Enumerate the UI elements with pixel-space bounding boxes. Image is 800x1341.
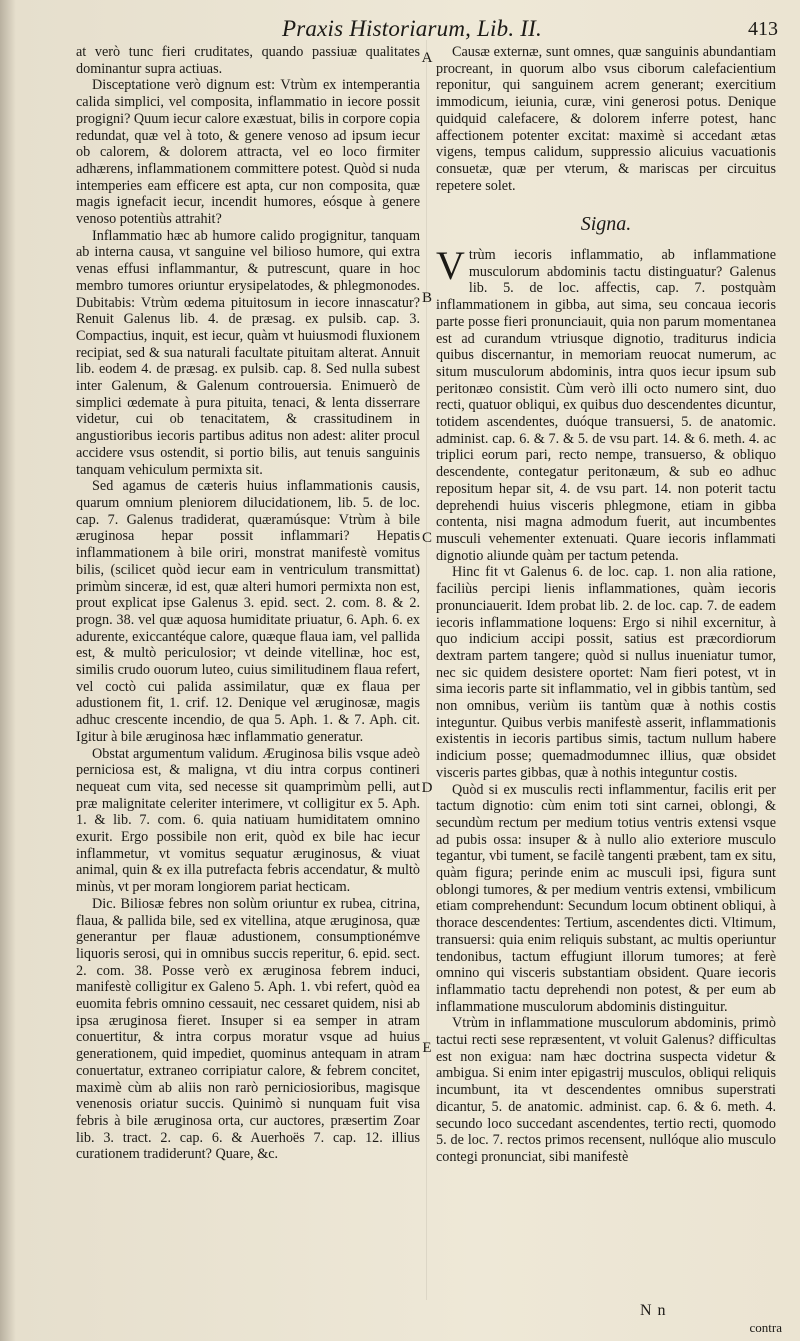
paragraph: at verò tunc fieri cruditates, quando passiuæ qualitates dominantur supra actiuas. <box>76 44 420 77</box>
page-header <box>0 16 800 46</box>
left-column <box>76 44 420 1163</box>
paragraph: Inflammatio hæc ab humore calido progignitur, tanquam ab interna causa, vt sanguine vel bilioso humore, qui extra venas effusi inflammantur, & putrescunt, quare in hoc membro tumores oriuntur erysipelatodes, & phlegmonodes. Dubitabis: Vtrùm œdema pituitosum in iecore innascatur? Renuit Galenus lib. 4. de præsag. ex pulsib. cap. 3. Compactius, inquit, est iecur, quàm vt huiusmodi fluxionem recipiat, sed & sua naturali facultate pituitam alterat. Annuit lib. eodem 4. de præsag. ex pulsib. cap. 8. Sed nulla subest inter Galenum, & Galenum controuersia. Enimuerò de simplici œdemate à pura pituita, tenaci, & lenta disserrare videtur, cui ob tenacitatem, & crassitudinem in angustioribus iecoris partibus aditus non adest: aliter procul accidere vsus ostendit, si portio bilis, aut tenuis sanguinis tanquam vehiculum permixta sit. <box>76 227 420 478</box>
drop-cap: V <box>436 243 465 289</box>
paragraph: Causæ externæ, sunt omnes, quæ sanguinis abundantiam procreant, in quorum albo vsus ciborum calefacientium reponitur, qui sanguinem acrem generant; exercitium immodicum, ieiunia, curæ, vini generosi potus. Denique quidquid calefacere, & dolorem inferre potest, hanc affectionem potenter excitat: maximè si accedant ætas vigens, tempus calidum, suppressio alicuius vacuationis consuetæ, quæ per vterum, & mariscas per circuitus repetere solet. <box>436 44 776 194</box>
paragraph: Dic. Biliosæ febres non solùm oriuntur ex rubea, citrina, flaua, & pallida bile, sed ex vitellina, atque æruginosa, quæ generantur per flauæ adustionem, consumptionémve liquoris serosi, qui in omnibus succis reperitur, 6. epid. sect. 2. com. 38. Posse verò ex æruginosa febrem induci, manifestè colligitur ex Galeno 5. Aph. 1. vbi refert, quòd ea euomita febris omnino cessauit, nec cessaret quidem, nisi ab ipsa æruginosa fieret. Insuper si ea semper in atram conuertitur, & intra corpus moratur vsque ad huius generationem, quid impediet, quominus antequam in atram conuertatur, extraneo corripiatur calore, & febrem concitet, maximè cùm ab aliis non rarò perniciosioribus, magisque venenosis oriatur succis. Quinimò si nunquam fuit visa febris à bile æruginosa orta, cur auctores, præsertim Zoar lib. 3. tract. 2. cap. 6. & Auerhoës 7. cap. 12. illius curationem tradiderunt? Quare, &c. <box>76 895 420 1163</box>
page-number: 413 <box>748 18 778 40</box>
margin-letter-e: E <box>422 1040 432 1056</box>
paragraph: Quòd si ex musculis recti inflammentur, facilis erit per tactum dignotio: cùm enim toti sint carnei, oblongi, & secundùm rectum per medium totius ventris extensi vsque ad pubis ossa: insuper & à nullo alio exteriore musculo tegantur, vbi tument, se facilè tangenti præbent, tam ex situ, quàm figura; perinde enim ac musculi ipsi, figura sunt oblongi tumores, & per medium ventris extensi, vmbilicum etiam comprehendunt: Secundum locum obtinent obliqui, à thorace descendentes: Tertium, ascendentes dicti. Vltimum, transuersi: quia enim reliquis substant, ac multis operiuntur tendonibus, tactum effugiunt illorum tumores; at ferè omnino qui visceris substantiam obsident. Quare iecoris inflammatio tactu deprehendi non potest, & per eum ab inflammatione musculorum abdominis distinguitur. <box>436 781 776 1015</box>
margin-letter-a: A <box>421 50 433 66</box>
margin-letter-c: C <box>421 530 432 546</box>
catchword: contra <box>749 1320 782 1335</box>
section-heading: Signa. <box>580 213 632 236</box>
margin-letter-b: B <box>421 290 432 306</box>
running-title: Praxis Historiarum, Lib. II. <box>282 16 542 41</box>
signature-mark: N n <box>640 1302 667 1319</box>
paragraph: Vtrùm in inflammatione musculorum abdominis, primò tactui recti sese repræsentent, vt voluit Galenus? difficultas est non exigua: nam hæc doctrina suspecta videtur & ambigua. Si enim inter epigastrij musculos, obliqui reliquis incumbunt, ita vt descendentes omnibus superstrati dicantur, 5. de anatomic. administ. cap. 6. & 6. meth. 4. secundo loco succedant ascendentes, tertio recti, quomodo 5. de loc. 7. rectos primos recensent, nullóque alio musculo contegi pronunciat, sibi manifestè <box>436 1015 776 1165</box>
margin-letter-d: D <box>421 780 433 796</box>
paragraph: Disceptatione verò dignum est: Vtrùm ex intemperantia calida simplici, vel composita, inflammatio in iecore possit progigni? Quum iecur calore exæstuat, bilis in corpore copia redundat, quæ vel à toto, & genere venoso ad ipsum iecur ob calorem, & dolorem attracta, vel eo loco firmiter adhærens, inflammationem committere potest. Quòd si nuda intemperies eam efficere est apta, cur non composita, quæ magis ignefacit iecur, incendit humores, eósque à genere venoso potentiùs attrahit? <box>76 77 420 228</box>
paragraph-text: trùm iecoris inflammatio, ab inflammatione musculorum abdominis tactu distinguatur? Galenus lib. 5. de loc. affectis, cap. 7. postquàm inflammationem in gibba, aut sima, seu concaua iecoris parte posse fieri pronunciauit, quia non parum momentanea est ad curandum vtriusque dignotio, traditurus indicia quibus discernantur, in memoriam reuocat numerum, ac situm musculorum abdominis, intra quos iecur ipsum sub peritonæo consistit. Cùm verò illi octo numero sint, duo recti, quatuor obliqui, ex quibus duo descendentes dicuntur, totidem ascendentes, duóque transuersi, 5. de anatomic. administ. cap. 6. & 7. & 5. de vsu part. 14. & 6. meth. 4. ac triplici eorum pari, recto nempe, transuerso, & obliquo descendente, contegatur peritonæum, & sub eo adhuc repositum hepar sit, 4. de vsu part. 14. non poterit tactu deprehendi huius visceris phlegmone, etiam in gibba contenta, nisi magna admodum fuerit, aut incumbentes musculi vehementer extenuati. Quare iecoris inflammati dignotio aliunde quàm per tactum petenda. <box>436 247 776 564</box>
paragraph: Obstat argumentum validum. Æruginosa bilis vsque adeò perniciosa est, & maligna, vt diu intra corpus contineri nequeat cum vita, sed necesse sit quamprimùm pelli, aut præ malignitate celeriter interimere, vt colligitur ex 5. Aph. 1. & lib. 7. com. 6. quia natiuam humiditatem omnino exurit. Ergo possibile non erit, quòd ex bile hac iecur inflammetur, vt vomitus sequatur æruginosus, & viuat animal, quin & ex illa putrefacta febris accendatur, & multò minùs, vt per moram longiorem pariat hecticam. <box>76 745 420 896</box>
right-column <box>436 44 776 1166</box>
paragraph: Hinc fit vt Galenus 6. de loc. cap. 1. non alia ratione, faciliùs percipi lienis inflammationes, quàm iecoris pronunciauerit. Idem probat lib. 2. de loc. cap. 7. de eadem iecoris inflammatione loquens: Ergo si nihil excernitur, à quo indicium accipi possit, satius est præcordiorum dextram partem tangere; quòd si nullus inueniatur tumor, nec sic quidem desistere oportet: Nam fieri potest, vt in sima iecoris parte sit inflammatio, vel in gibbis tantùm, sed non omnibus, veriùm iis tantùm quæ à nothis costis integuntur. Quibus verbis manifestè asserit, inflammationis existentis in iecoris partibus simis, tactum nullum habere indicium posse; quemadmodumnec illius, quæ obsidet visceris partes gibbas, quæ à nothis integuntur costis. <box>436 564 776 781</box>
paragraph: Sed agamus de cæteris huius inflammationis causis, quarum omnium pleniorem dilucidationem, lib. 5. de loc. cap. 7. Galenus tradiderat, quæramúsque: Vtrùm à bile æruginosa hepar possit inflammari? Hepatis inflammationem à bile oriri, monstrat manifestè vomitus bilis, (scilicet quòd iecur eam in ventriculum transmittat) primùm sinceræ, id est, quæ alteri humori permixta non est, prout explicat ipse Galenus 3. epid. sect. 2. com. 8. & 2. progn. 38. vel quæ aquosa humiditate priuatur, 6. Aph. 6. ex adurente, exiccantéque calore, quæque flaua iam, vel pallida est, & multò periculosior; vt deinde vitellinæ, hoc est, similis crudo ouorum luteo, cuius similitudinem flaua refert, vel coctò cui palida assimilatur, quæ ex flaua per adustionem fit, 1. crif. 12. Denique vel æruginosæ, magis adhuc crescente incendio, de qua 5. Aph. 1. & 7. Aph. cit. Igitur à bile æruginosa hæc inflammatio generatur. <box>76 478 420 745</box>
column-gutter <box>426 40 427 1300</box>
paragraph <box>436 243 776 564</box>
